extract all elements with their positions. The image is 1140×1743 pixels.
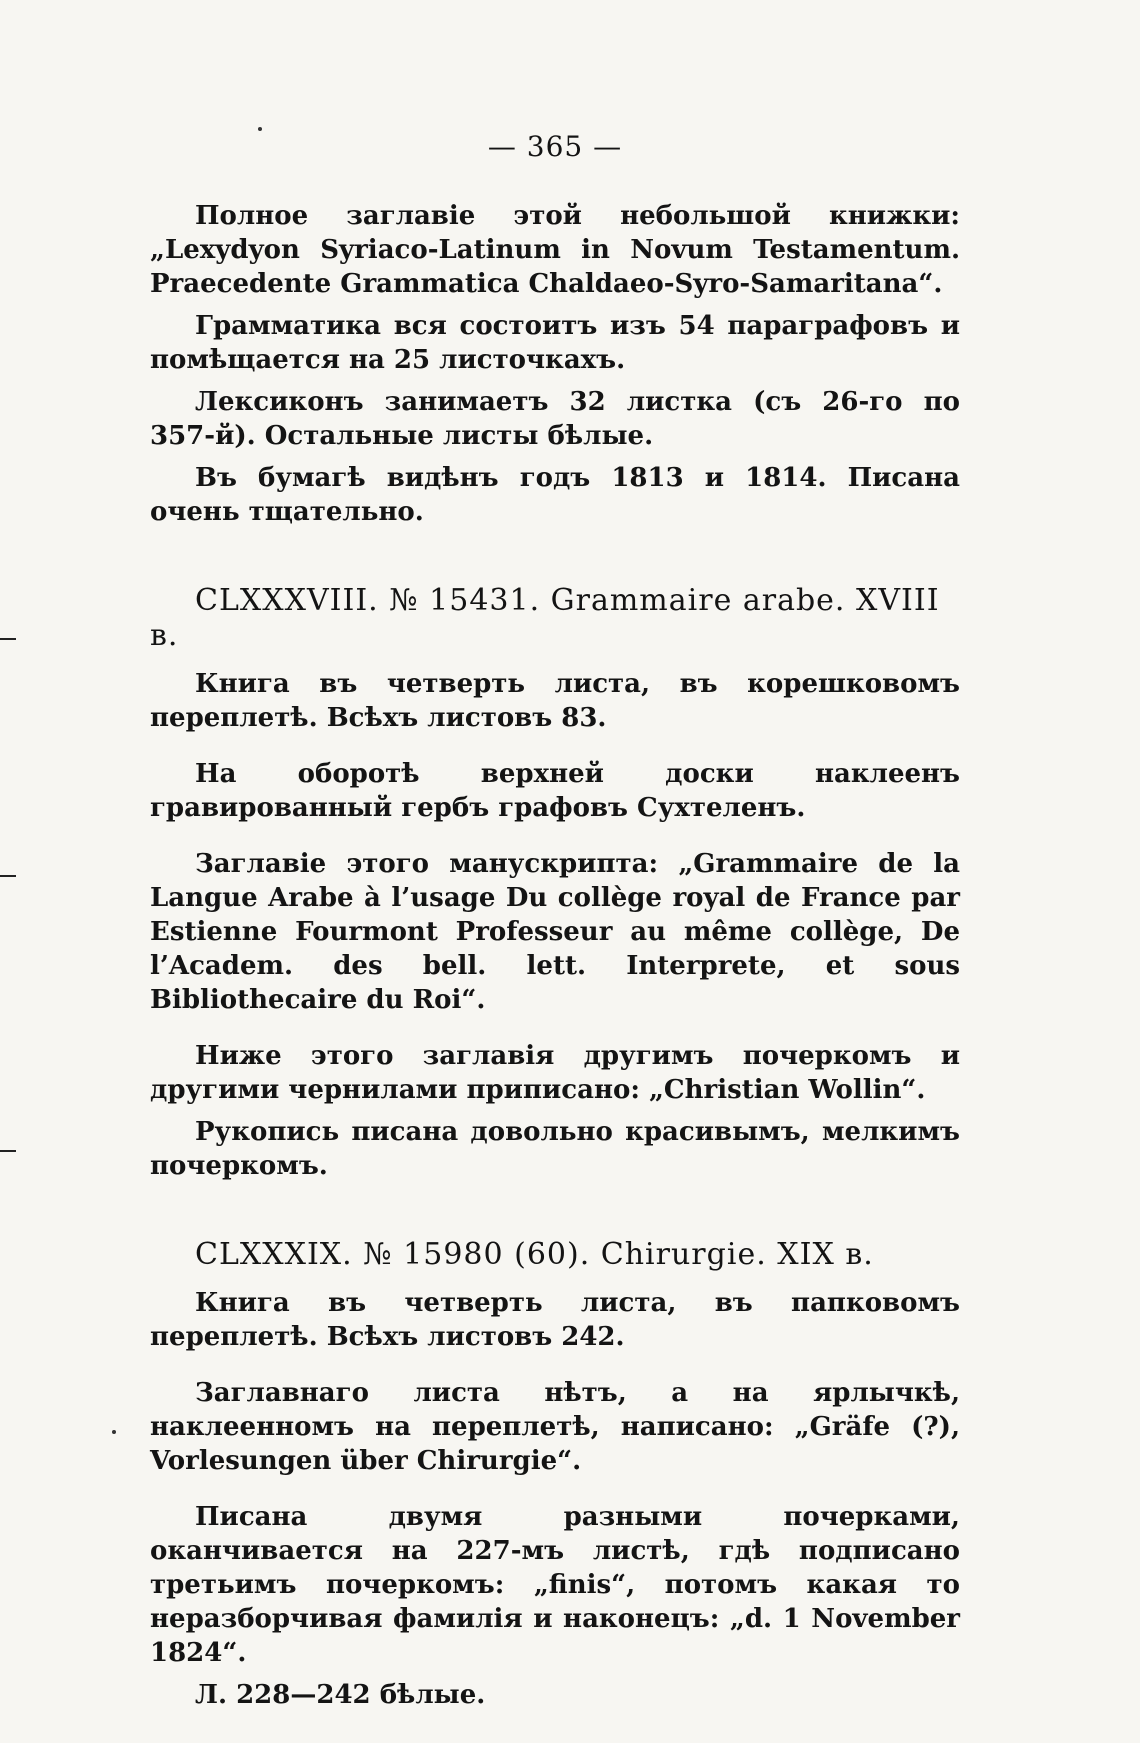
entry-189-blank-leaves-paragraph: Л. 228—242 бѣлые.	[195, 1680, 486, 1710]
intro-grammar-paragraph: Грамматика вся состоитъ изъ 54 параграфовъ и помѣщается на 25 листочкахъ.	[150, 311, 960, 375]
entry-188-handwriting-paragraph: Рукопись писана довольно красивымъ, мелкимъ почеркомъ.	[150, 1117, 960, 1181]
intro-lexicon-paragraph: Лексиконъ занимаетъ 32 листка (съ 26-го по 357-й). Остальные листы бѣлые.	[150, 387, 960, 451]
intro-title-paragraph: Полное заглавіе этой небольшой книжки: „Lexydyon Syriaco-Latinum in Novum Testamentum. Praecedente Grammatica Chaldaeo-Syro-Samaritana“.	[150, 201, 960, 299]
entry-188-coat-of-arms-paragraph: На оборотѣ верхней доски наклеенъ гравированный гербъ графовъ Сухтеленъ.	[150, 759, 960, 823]
margin-mark	[0, 638, 16, 640]
speck	[112, 1430, 116, 1434]
entry-188-heading: CLXXXVIII. № 15431. Grammaire arabe. XVIII в.	[150, 583, 940, 653]
entry-189-handwriting-paragraph: Писана двумя разными почерками, оканчивается на 227-мъ листѣ, гдѣ подписано третьимъ почеркомъ: „finis“, потомъ какая то неразборчивая фамилія и наконецъ: „d. 1 November 1824“.	[150, 1502, 960, 1668]
entry-188-title-paragraph: Заглавіе этого манускрипта: „Grammaire de la Langue Arabe à l’usage Du collège royal de France par Estienne Fourmont Professeur au même collège, De l’Academ. des bell. lett. Interprete, et sous Bibliothecaire du Roi“.	[150, 849, 960, 1015]
margin-mark	[0, 1150, 16, 1152]
entry-189-label-paragraph: Заглавнаго листа нѣтъ, а на ярлычкѣ, наклеенномъ на переплетѣ, написано: „Gräfe (?), Vorlesungen über Chirurgie“.	[150, 1378, 960, 1476]
entry-188-inscription-paragraph: Ниже этого заглавія другимъ почеркомъ и другими чернилами приписано: „Christian Wollin“.	[150, 1041, 960, 1105]
page	[150, 130, 960, 1712]
entry-188-format-paragraph: Книга въ четверть листа, въ корешковомъ переплетѣ. Всѣхъ листовъ 83.	[150, 669, 960, 733]
entry-189-format-paragraph: Книга въ четверть листа, въ папковомъ переплетѣ. Всѣхъ листовъ 242.	[150, 1288, 960, 1352]
margin-mark	[0, 875, 16, 877]
intro-paper-paragraph: Въ бумагѣ видѣнъ годъ 1813 и 1814. Писана очень тщательно.	[150, 463, 960, 527]
entry-189-heading: CLXXXIX. № 15980 (60). Chirurgie. XIX в.	[195, 1237, 874, 1272]
page-number: — 365 —	[487, 130, 623, 163]
